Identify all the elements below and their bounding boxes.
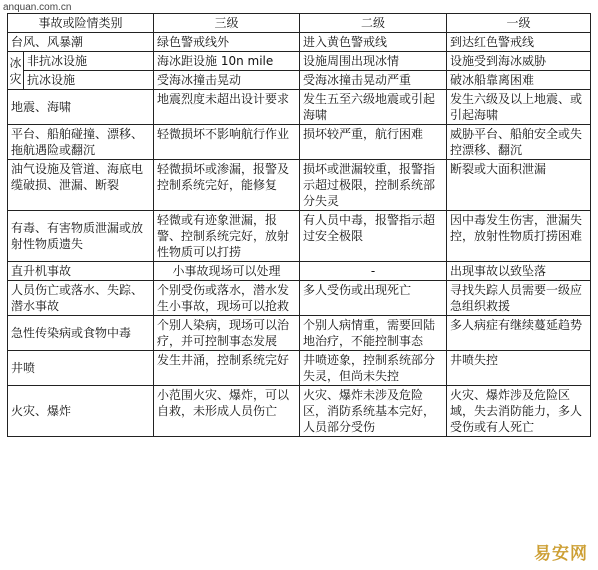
level-3-cell: 受海冰撞击晃动 — [154, 71, 300, 90]
level-2-cell: 有人员中毒，报警指示超过安全极限 — [300, 211, 447, 262]
table-row — [8, 71, 591, 90]
level-2-cell: 多人受伤或出现死亡 — [300, 281, 447, 316]
level-3-cell: 个别受伤或落水，潜水发生小事故，现场可以抢救 — [154, 281, 300, 316]
level-1-cell: 因中毒发生伤害，泄漏失控，放射性物质打捞困难 — [447, 211, 591, 262]
level-2-cell: - — [300, 262, 447, 281]
level-3-cell: 轻微或有迹象泄漏，报警、控制系统完好，放射性物质可以打捞 — [154, 211, 300, 262]
level-2-cell: 损坏或泄漏较重，报警指示超过极限，控制系统部分失灵 — [300, 160, 447, 211]
level-2-cell: 井喷迹象，控制系统部分失灵，但尚未失控 — [300, 351, 447, 386]
category-cell: 地震、海啸 — [8, 90, 154, 125]
category-cell: 平台、船舶碰撞、漂移、拖航遇险或翻沉 — [8, 125, 154, 160]
level-1-cell: 火灾、爆炸涉及危险区域，失去消防能力，多人受伤或有人死亡 — [447, 386, 591, 437]
level-1-cell: 到达红色警戒线 — [447, 33, 591, 52]
level-3-cell: 轻微损坏不影响航行作业 — [154, 125, 300, 160]
category-cell: 急性传染病或食物中毒 — [8, 316, 154, 351]
level-3-cell: 小事故现场可以处理 — [154, 262, 300, 281]
table-row — [8, 90, 591, 125]
table-row — [8, 351, 591, 386]
level-3-cell: 绿色警戒线外 — [154, 33, 300, 52]
site-watermark-logo: 易安网 — [534, 544, 588, 564]
source-label: anquan.com.cn — [3, 2, 72, 13]
table-row — [8, 316, 591, 351]
header-category: 事故或险情类别 — [8, 14, 154, 33]
level-3-cell: 地震烈度未超出设计要求 — [154, 90, 300, 125]
level-2-cell: 损坏较严重，航行困难 — [300, 125, 447, 160]
header-level-3: 三级 — [154, 14, 300, 33]
level-2-cell: 设施周围出现冰情 — [300, 52, 447, 71]
category-cell: 火灾、爆炸 — [8, 386, 154, 437]
level-3-cell: 海冰距设施 10n mile — [154, 52, 300, 71]
level-1-cell: 出现事故以致坠落 — [447, 262, 591, 281]
level-2-cell: 火灾、爆炸未涉及危险区，消防系统基本完好，人员部分受伤 — [300, 386, 447, 437]
level-2-cell: 发生五至六级地震或引起海啸 — [300, 90, 447, 125]
header-level-2: 二级 — [300, 14, 447, 33]
level-3-cell: 小范围火灾、爆炸，可以自救，未形成人员伤亡 — [154, 386, 300, 437]
level-2-cell: 进入黄色警戒线 — [300, 33, 447, 52]
level-3-cell: 个别人染病，现场可以治疗，并可控制事态发展 — [154, 316, 300, 351]
category-cell: 台风、风暴潮 — [8, 33, 154, 52]
category-cell: 井喷 — [8, 351, 154, 386]
level-2-cell: 受海冰撞击晃动严重 — [300, 71, 447, 90]
level-3-cell: 轻微损坏或渗漏，报警及控制系统完好，能修复 — [154, 160, 300, 211]
table-row — [8, 386, 591, 437]
level-1-cell: 发生六级及以上地震、或引起海啸 — [447, 90, 591, 125]
level-3-cell: 发生井涌，控制系统完好 — [154, 351, 300, 386]
table-row — [8, 262, 591, 281]
level-1-cell: 威胁平台、船舶安全或失控漂移、翻沉 — [447, 125, 591, 160]
table-row — [8, 211, 591, 262]
table-header-row — [8, 14, 591, 33]
level-1-cell: 多人病症有继续蔓延趋势 — [447, 316, 591, 351]
level-1-cell: 寻找失踪人员需要一级应急组织救援 — [447, 281, 591, 316]
level-1-cell: 设施受到海冰威胁 — [447, 52, 591, 71]
category-cell: 人员伤亡或落水、失踪、潜水事故 — [8, 281, 154, 316]
table-row — [8, 125, 591, 160]
level-2-cell: 个别人病情重，需要回陆地治疗，不能控制事态 — [300, 316, 447, 351]
table-row — [8, 52, 591, 71]
header-level-1: 一级 — [447, 14, 591, 33]
table-row — [8, 33, 591, 52]
table-row — [8, 281, 591, 316]
emergency-level-table — [7, 13, 591, 437]
table-row — [8, 160, 591, 211]
category-cell: 油气设施及管道、海底电缆破损、泄漏、断裂 — [8, 160, 154, 211]
subcategory-cell: 抗冰设施 — [24, 71, 154, 90]
level-1-cell: 断裂或大面积泄漏 — [447, 160, 591, 211]
ice-group-cell: 冰灾 — [8, 52, 24, 90]
category-cell: 直升机事故 — [8, 262, 154, 281]
level-1-cell: 破冰船靠离困难 — [447, 71, 591, 90]
level-1-cell: 井喷失控 — [447, 351, 591, 386]
category-cell: 有毒、有害物质泄漏或放射性物质遗失 — [8, 211, 154, 262]
subcategory-cell: 非抗冰设施 — [24, 52, 154, 71]
